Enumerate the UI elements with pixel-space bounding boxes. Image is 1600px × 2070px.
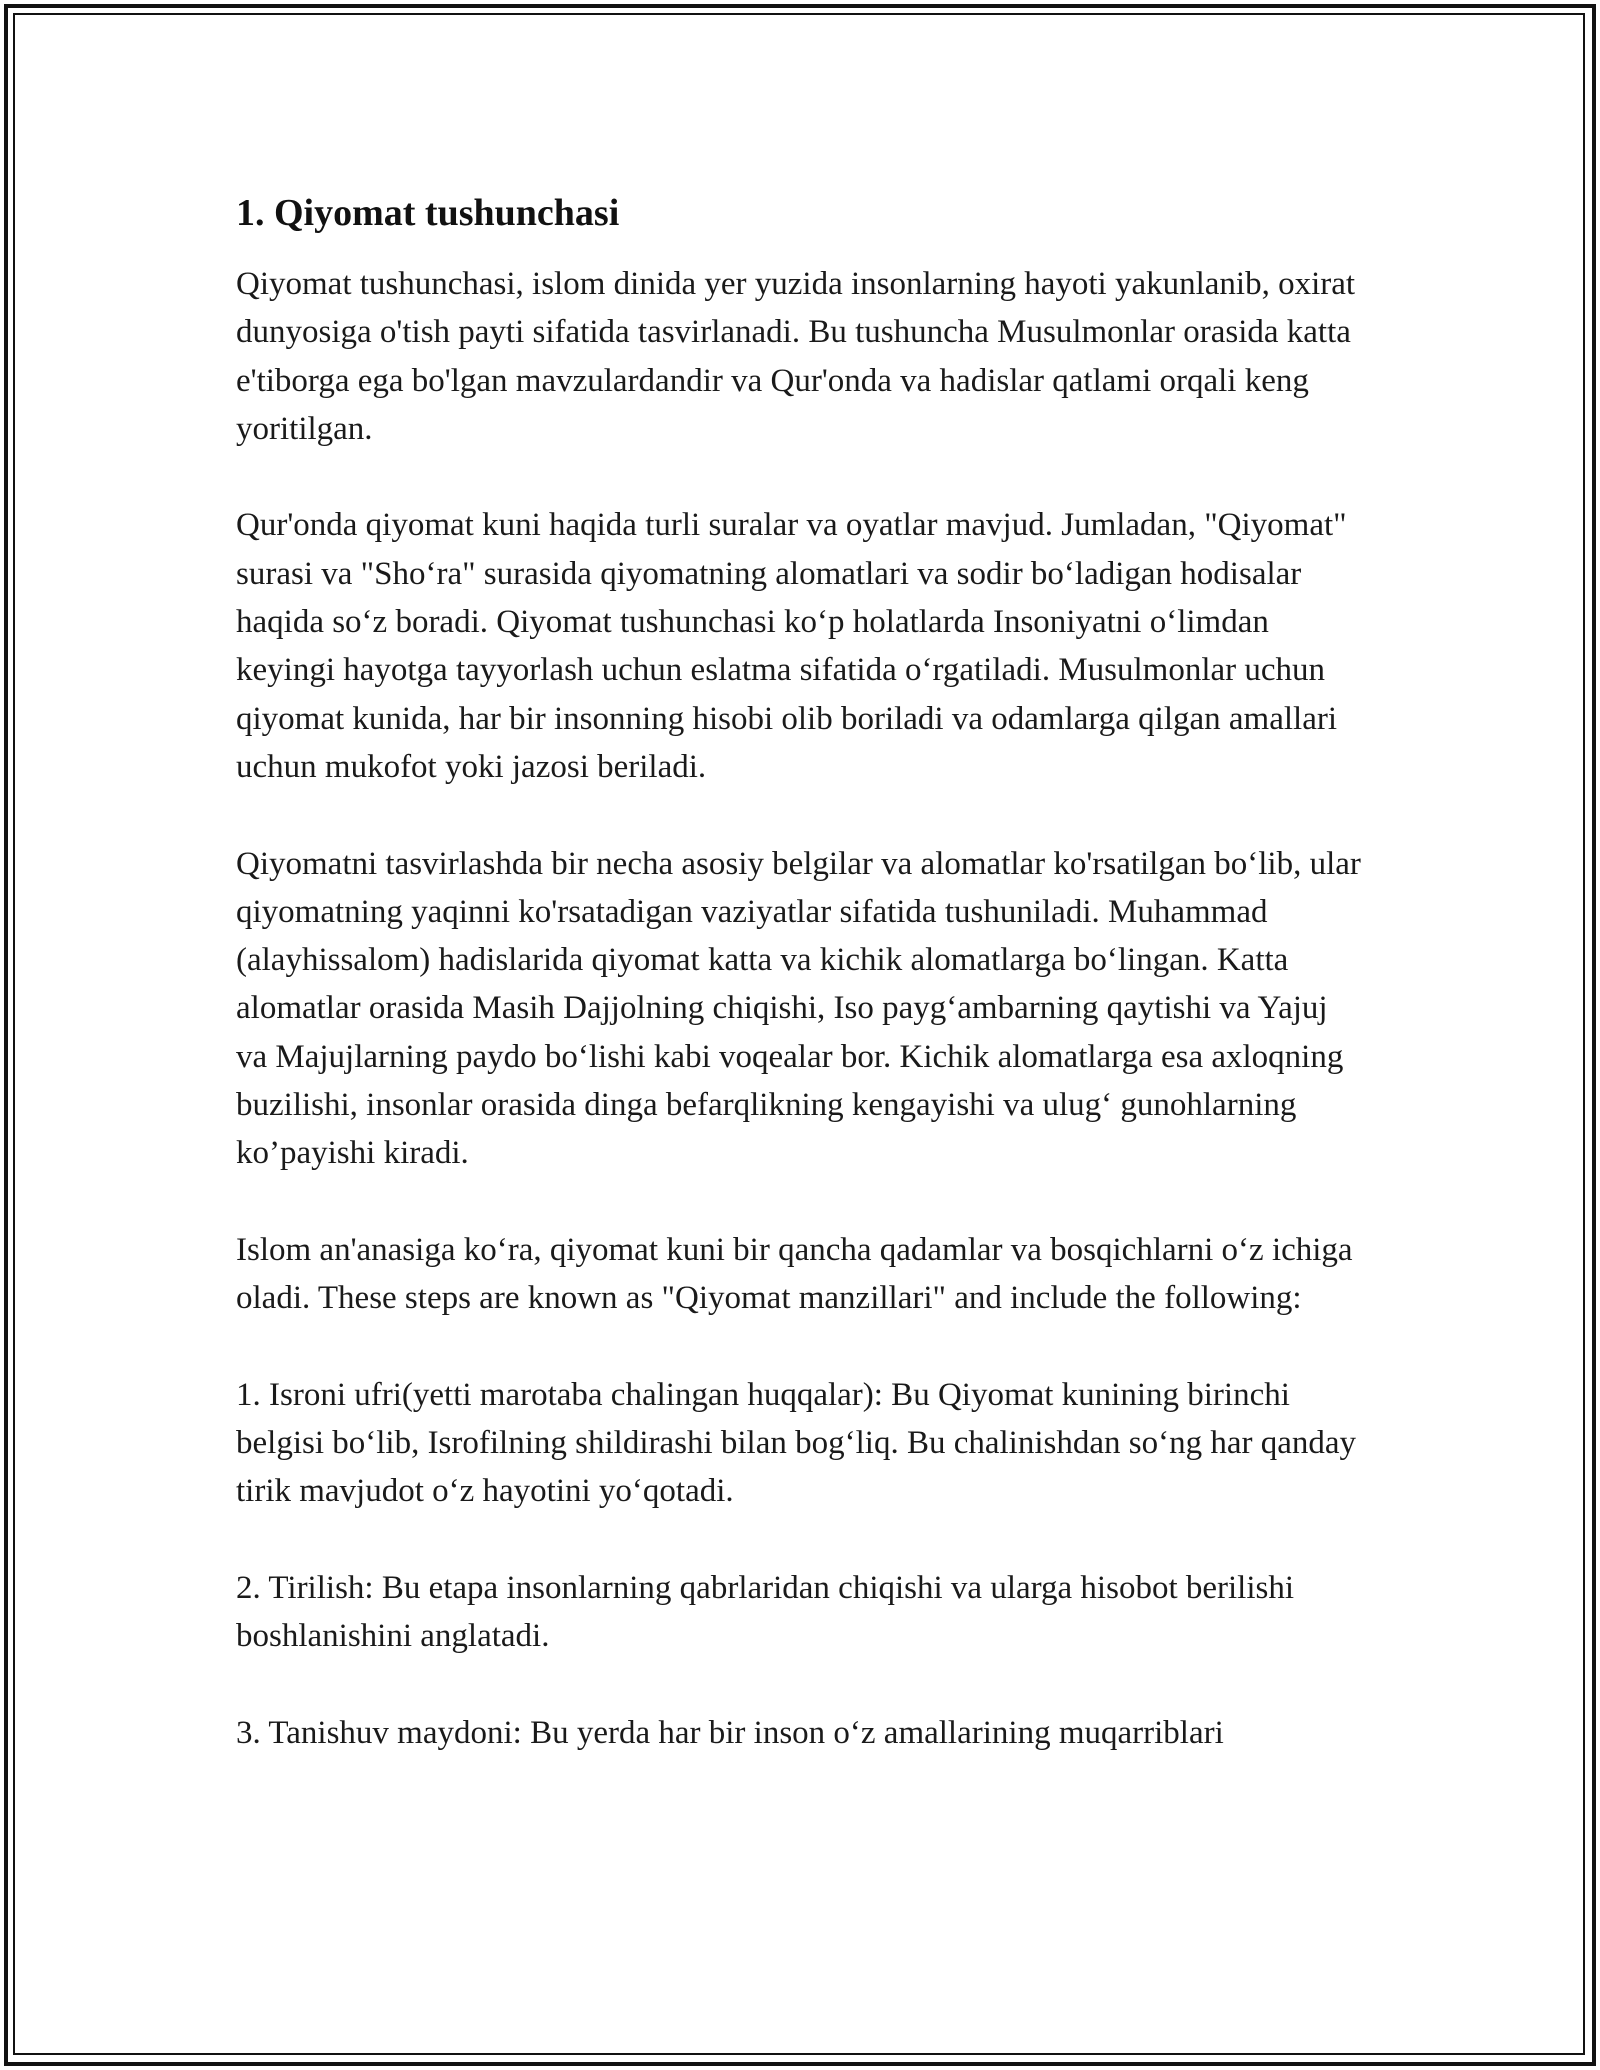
paragraph-signs: Qiyomatni tasvirlashda bir necha asosiy belgilar va alomatlar ko'rsatilgan bo‘lib, ular qiyomatning yaqinni ko'rsatadigan vaziyatlar sifatida tushuniladi. Muhammad (alayhissalom) hadislarida qiyomat katta va kichik alomatlarga bo‘lingan. Katta alomatlar orasida Masih Dajjolning chiqishi, Iso payg‘ambarning qaytishi va Yajuj va Majujlarning paydo bo‘lishi kabi voqealar bor. Kichik alomatlarga esa axloqning buzilishi, insonlar orasida dinga befarqlikning kengayishi va ulug‘ gunohlarning ko’payishi kiradi. xyxy=(236,845,1361,1172)
section-heading: 1. Qiyomat tushunchasi xyxy=(236,192,620,234)
paragraph-quran: Qur'onda qiyomat kuni haqida turli suralar va oyatlar mavjud. Jumladan, "Qiyomat" surasi va "Sho‘ra" surasida qiyomatning alomatlari va sodir bo‘ladigan hodisalar haqida so‘z boradi. Qiyomat tushunchasi ko‘p holatlarda Insoniyatni o‘limdan keyingi hayotga tayyorlash uchun eslatma sifatida o‘rgatiladi. Musulmonlar uchun qiyomat kunida, har bir insonning hisobi olib boriladi va odamlarga qilgan amallari uchun mukofot yoki jazosi beriladi. xyxy=(236,507,1347,785)
paragraph-stages: Islom an'anasiga ko‘ra, qiyomat kuni bir qancha qadamlar va bosqichlarni o‘z ichiga oladi. These steps are known as "Qiyomat manzillari" and include the following: xyxy=(236,1231,1353,1317)
list-item-stage-1: 1. Isroni ufri(yetti marotaba chalingan huqqalar): Bu Qiyomat kunining birinchi belgisi bo‘lib, Isrofilning shildirashi bilan bog‘liq. Bu chalinishdan so‘ng har qanday tirik mavjudot o‘z hayotini yo‘qotadi. xyxy=(236,1376,1357,1510)
paragraph-intro: Qiyomat tushunchasi, islom dinida yer yuzida insonlarning hayoti yakunlanib, oxirat dunyosiga o'tish payti sifatida tasvirlanadi. Bu tushuncha Musulmonlar orasida katta e'tiborga ega bo'lgan mavzulardandir va Qur'onda va hadislar qatlami orqali keng yoritilgan. xyxy=(236,266,1356,447)
list-item-stage-2: 2. Tirilish: Bu etapa insonlarning qabrlaridan chiqishi va ularga hisobot berilishi boshlanishini anglatadi. xyxy=(236,1570,1295,1655)
list-item-stage-3: 3. Tanishuv maydoni: Bu yerda har bir inson o‘z amallarining muqarriblari xyxy=(236,1714,1224,1751)
document-page xyxy=(236,188,1366,1757)
